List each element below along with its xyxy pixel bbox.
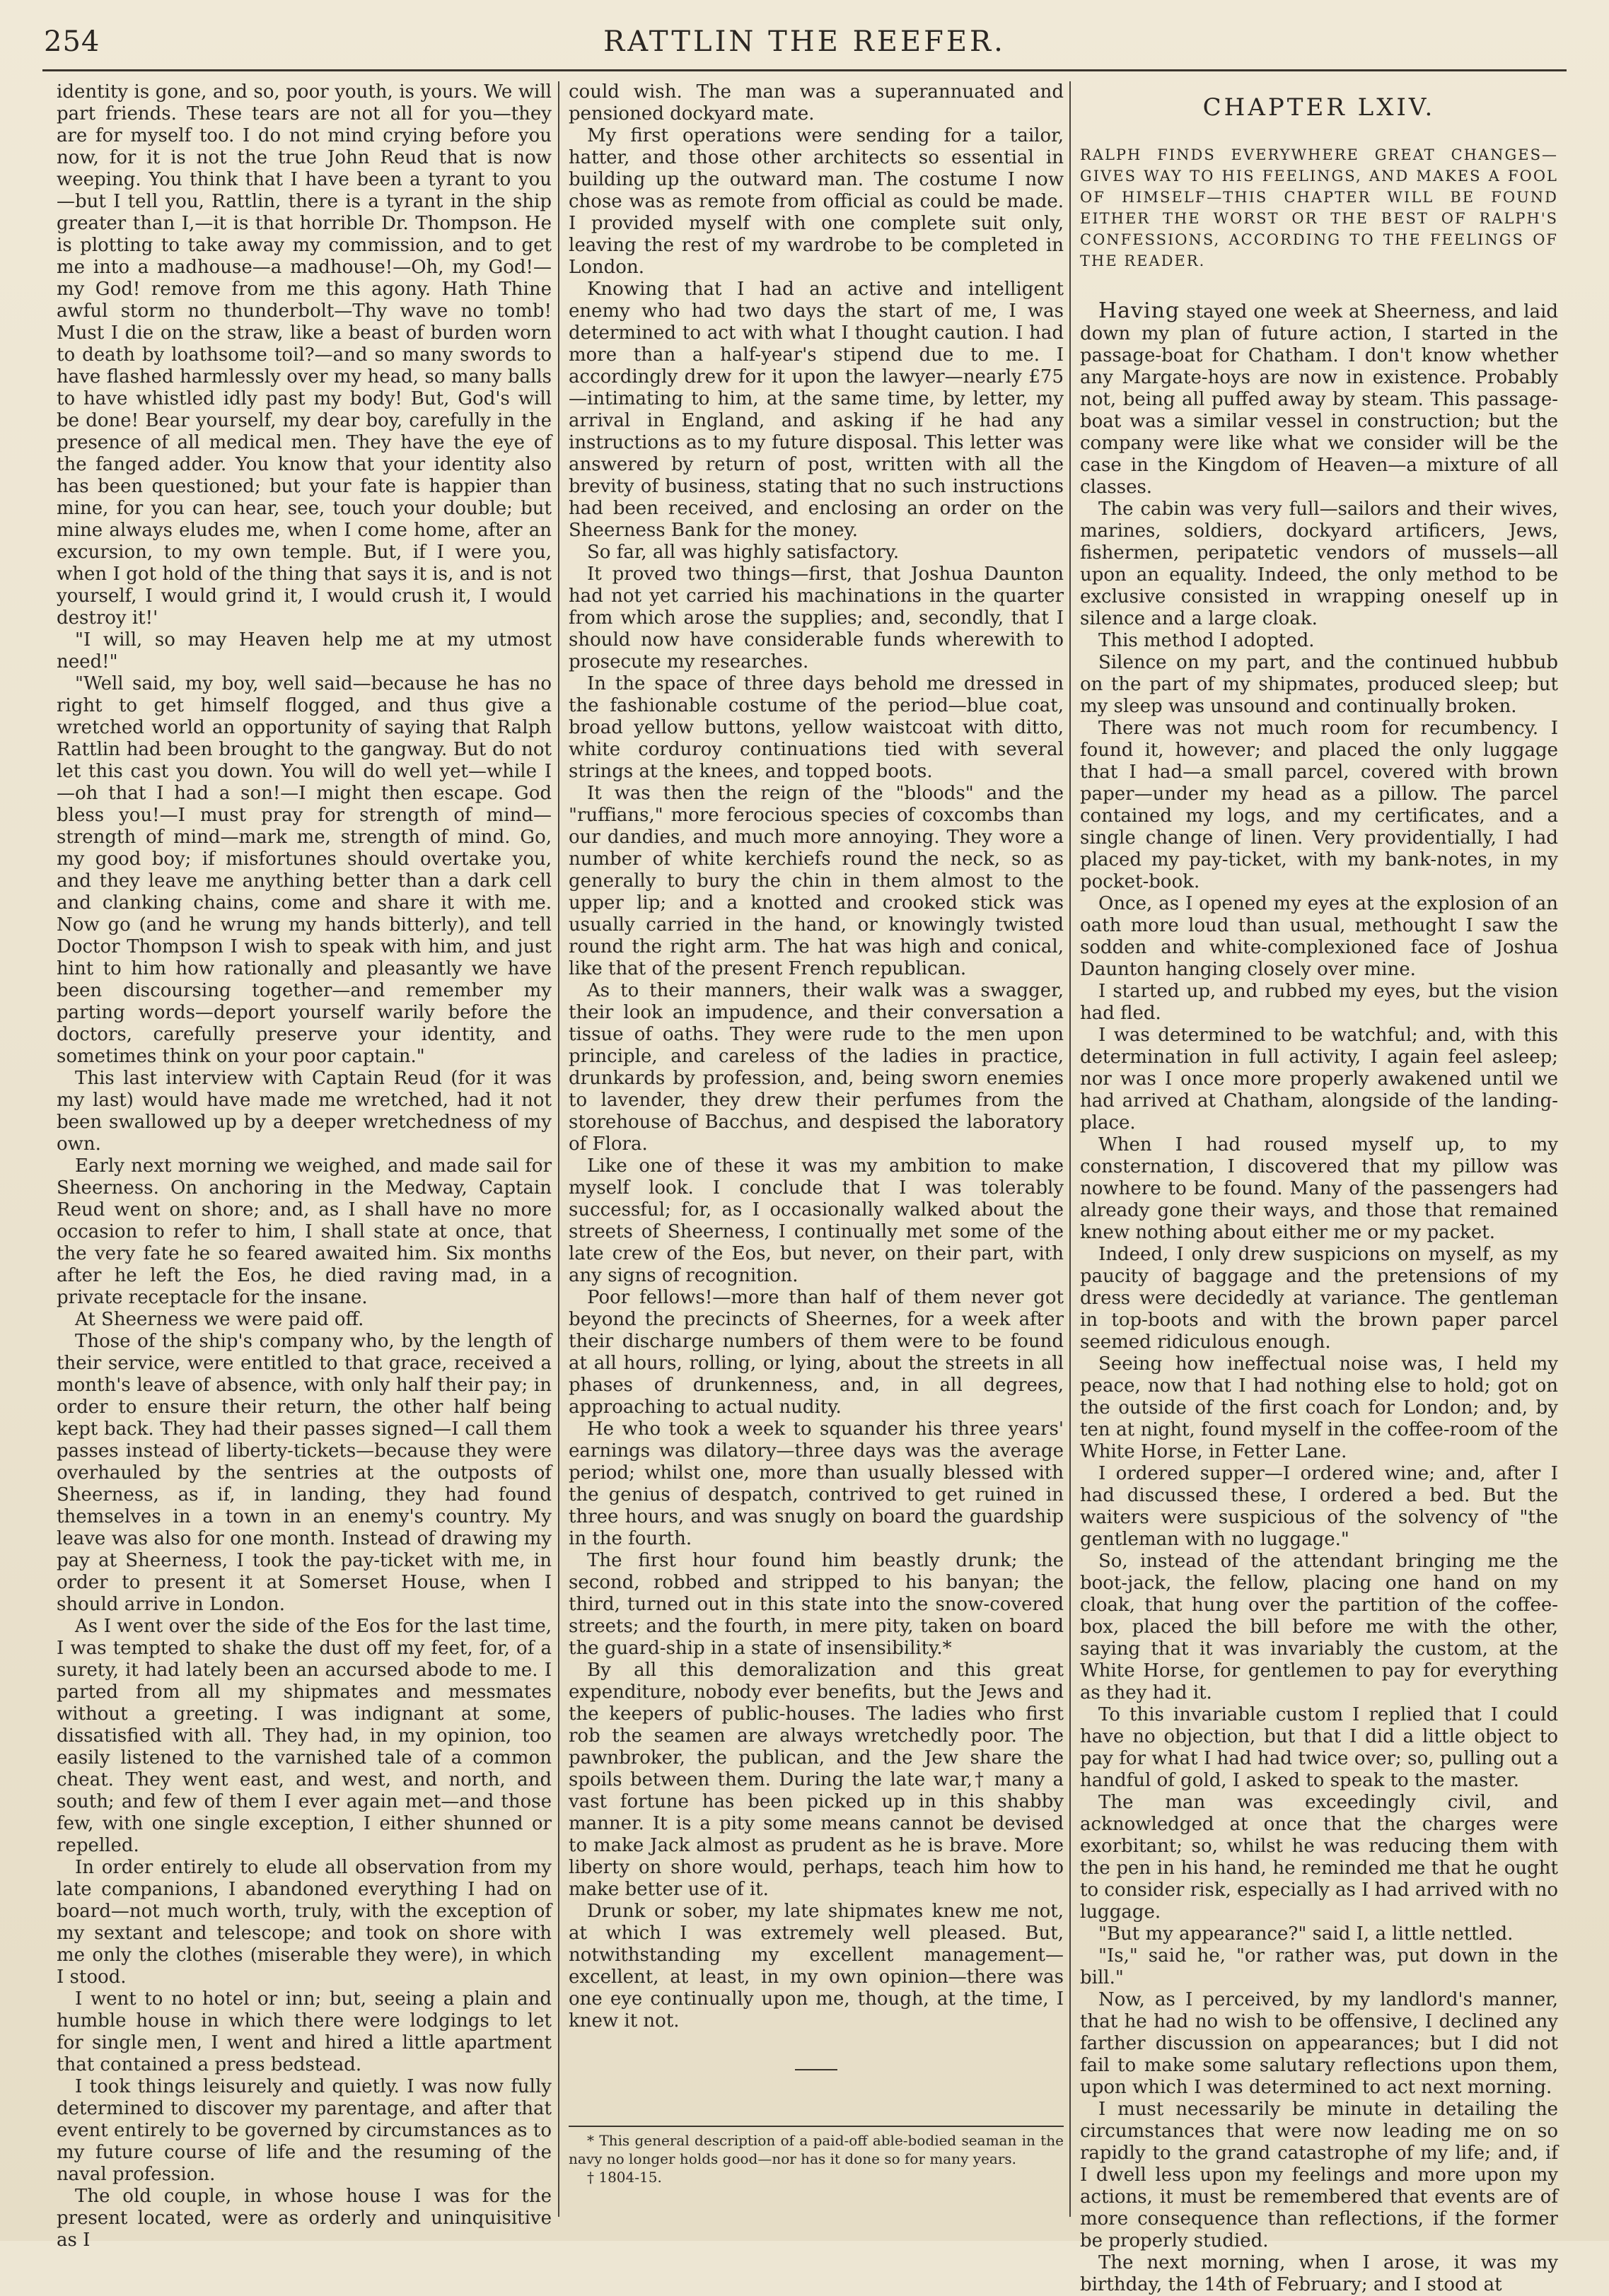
- paragraph: identity is gone, and so, poor youth, is yours. We will part friends. These tears are not all for you—they are for myself too. I do not mind crying before you now, for it is not the true John Reud that is now weeping. You think that I have been a tyrant to you—but I tell you, Rattlin, there is a tyrant in the ship greater than I,—it is that horrible Dr. Thompson. He is plotting to take away my commission, and to get me into a madhouse—a madhouse!—Oh, my God!—my God! remove from me this agony. Hath Thine awful storm no thunderbolt—Thy wave no tomb! Must I die on the straw, like a beast of burden worn to death by loathsome toil?—and so many swords to have flashed harmlessly over my head, so many balls to have whistled idly past my body! But, God's will be done! Bear yourself, my dear boy, carefully in the presence of all medical men. They have the eye of the fanged adder. You know that your identity also has been questioned; but your fate is happier than mine, for you can hear, see, touch your double; but mine always eludes me, when I come home, after an excursion, to my own temple. But, if I were you, when I got hold of the thing that says it is, and is not yourself, I would grind it, I would crush it, I would destroy it!': [57, 81, 552, 629]
- section-end-rule: [795, 2069, 837, 2070]
- paragraph: Now, as I perceived, by my landlord's manner, that he had no wish to be offensive, I declined any farther discussion on appearances; but I did not fail to make some salutary reflections upon them, upon which I was determined to act next morning.: [1080, 1989, 1558, 2098]
- paragraph: Knowing that I had an active and intelligent enemy who had two days the start of me, I was determined to act with what I thought caution. I had more than a half-year's stipend due to me. I accordingly drew for it upon the lawyer—nearly £75—intimating to him, at the same time, by letter, my arrival in England, and asking if he had any instructions as to my future disposal. This letter was answered by return of post, written with all the brevity of business, stating that no such instructions had been received, and enclosing an order on the Sheerness Bank for the money.: [569, 279, 1064, 541]
- paragraph: "Well said, my boy, well said—because he has no right to get himself flogged, and thus give a wretched world an opportunity of saying that Ralph Rattlin had been brought to the gangway. But do not let this cast you down. You will do well yet—while I—oh that I had a son!—I might then escape. God bless you!—I must pray for strength of mind—strength of mind—mark me, strength of mind. Go, my good boy; if misfortunes should overtake you, and they leave me anything better than a dark cell and clanking chains, come and share it with me. Now go (and he wrung my hands bitterly), and tell Doctor Thompson I wish to speak with him, and just hint to him how rationally and pleasantly we have been discoursing together—and remember my parting words—deport yourself warily before the doctors, carefully preserve your identity, and sometimes think on your poor captain.": [57, 673, 552, 1067]
- paragraph: Poor fellows!—more than half of them never got beyond the precincts of Sheernes, for a week after their discharge numbers of them were to be found at all hours, rolling, or lying, about the streets in all phases of drunkenness, and, in all degrees, approaching to actual nudity.: [569, 1287, 1064, 1418]
- paragraph: There was not much room for recumbency. I found it, however; and placed the only luggage that I had—a small parcel, covered with brown paper—under my head as a pillow. The parcel contained my logs, and my certificates, and a single change of linen. Very providentially, I had placed my pay-ticket, with my bank-notes, in my pocket-book.: [1080, 718, 1558, 892]
- paragraph: So far, all was highly satisfactory.: [587, 542, 900, 563]
- opening-paragraph: [1080, 300, 1558, 499]
- footnote-rule: [569, 2126, 1064, 2127]
- paragraph: "I will, so may Heaven help me at my utmost need!": [57, 629, 552, 672]
- paragraph: I was determined to be watchful; and, with this determination in full activity, I again feel asleep; nor was I once more properly awakened until we had arrived at Chatham, alongside of the landing-place.: [1080, 1025, 1558, 1134]
- paragraph: It was then the reign of the "bloods" and the "ruffians," more ferocious species of coxcombs than our dandies, and much more annoying. They wore a number of white kerchiefs round the neck, so as generally to bury the chin in them almost to the upper lip; and a knotted and crooked stick was usually carried in the hand, or knowingly twisted round the right arm. The hat was high and conical, like that of the present French republican.: [569, 783, 1064, 979]
- paragraph: In order entirely to elude all observation from my late companions, I abandoned everything I had on board—not much worth, truly, with the exception of my sextant and telescope; and took on shore with me only the clothes (miserable they were), in which I stood.: [57, 1857, 552, 1988]
- paragraph: I went to no hotel or inn; but, seeing a plain and humble house in which there were lodgings to let for single men, I went and hired a little apartment that contained a press bedstead.: [57, 1988, 552, 2075]
- paragraph: He who took a week to squander his three years' earnings was dilatory—three days was the average period; whilst one, more than usually blessed with the genius of despatch, contrived to get ruined in three hours, and was snugly on board the guardship in the fourth.: [569, 1418, 1064, 1549]
- paragraph: The next morning, when I arose, it was my birthday, the 14th of February; and I stood at: [1080, 2252, 1558, 2295]
- paragraph: Drunk or sober, my late shipmates knew me not, at which I was extremely well pleased. But, notwithstanding my excellent management—excellent, at least, in my own opinion—there was one eye continually upon me, though, at the time, I knew it not.: [569, 1901, 1064, 2032]
- paragraph: To this invariable custom I replied that I could have no objection, but that I did a little object to pay for what I had had twice over; so, pulling out a handful of gold, I asked to speak to the master.: [1080, 1704, 1558, 1791]
- opening-text: stayed one week at Sheerness, and laid down my plan of future action, I started in the passage-boat for Chatham. I don't know whether any Margate-hoys are now in existence. Probably not, being all puffed away by steam. This passage-boat was a similar vessel in construction; but the company were like what we consider will be the case in the Kingdom of Heaven—a mixture of all classes.: [1080, 301, 1558, 498]
- paragraph: By all this demoralization and this great expenditure, nobody ever benefits, but the Jews and the keepers of public-houses. The ladies who first rob the seamen are always wretchedly poor. The pawnbroker, the publican, and the Jew share the spoils between them. During the late war,† many a vast fortune has been picked up in this shabby manner. It is a pity some means cannot be devised to make Jack almost as prudent as he is brave. More liberty on shore would, perhaps, teach him how to make better use of it.: [569, 1660, 1064, 1900]
- paragraph: The first hour found him beastly drunk; the second, robbed and stripped to his banyan; the third, turned out in this state into the snow-covered streets; and the fourth, in mere pity, taken on board the guard-ship in a state of insensibility.*: [569, 1550, 1064, 1659]
- page-number: 254: [44, 25, 100, 58]
- running-title: RATTLIN THE REEFER.: [603, 25, 1006, 58]
- chapter-title: CHAPTER LXIV.: [1202, 93, 1436, 122]
- column-divider: [558, 81, 559, 2217]
- paragraph: I took things leisurely and quietly. I was now fully determined to discover my parentage, and after that event entirely to be governed by circumstances as to my future course of life and the resuming of the naval profession.: [57, 2076, 552, 2185]
- footnote: * This general description of a paid-off able-bodied seaman in the navy no longer holds good—nor has it done so for many years.: [569, 2132, 1064, 2167]
- paragraph: As to their manners, their walk was a swagger, their look an impudence, and their conversation a tissue of oaths. They were rude to the men upon principle, and careless of the ladies in practice, drunkards by profession, and, being sworn enemies to lavender, they drew their perfumes from the storehouse of Bacchus, and despised the laboratory of Flora.: [569, 980, 1064, 1155]
- paragraph: The cabin was very full—sailors and their wives, marines, soldiers, dockyard artificers, Jews, fishermen, peripatetic vendors of mussels—all upon an equality. Indeed, the only method to be exclusive consisted in wrapping oneself up in silence and a large cloak.: [1080, 499, 1558, 629]
- paragraph: This last interview with Captain Reud (for it was my last) would have made me wretched, had it not been swallowed up by a deeper wretchedness of my own.: [57, 1068, 552, 1155]
- paragraph: So, instead of the attendant bringing me the boot-jack, the fellow, placing one hand on my cloak, that hung over the partition of the coffee-box, placed the bill before me with the other, saying that it was invariably the custom, at the White Horse, for gentlemen to pay for everything as they had it.: [1080, 1551, 1558, 1703]
- opening-word: Having: [1098, 298, 1180, 323]
- column-2: [569, 81, 1064, 2217]
- paragraph: Like one of these it was my ambition to make myself look. I conclude that I was tolerably successful; for, as I occasionally walked about the streets of Sheerness, I continually met some of the late crew of the Eos, but never, on their part, with any signs of recognition.: [569, 1155, 1064, 1286]
- paragraph: I must necessarily be minute in detailing the circumstances that were now leading me on so rapidly to the grand catastrophe of my life; and, if I dwell less upon my feelings and more upon my actions, it must be remembered that events are of more consequence than reflections, if the former be properly studied.: [1080, 2099, 1558, 2251]
- paragraph: could wish. The man was a superannuated and pensioned dockyard mate.: [569, 81, 1064, 124]
- paragraph: As I went over the side of the Eos for the last time, I was tempted to shake the dust off my feet, for, of a surety, it had lately been an accursed abode to me. I parted from all my shipmates and messmates without a greeting. I was indignant at some, dissatisfied with all. They had, in my opinion, too easily listened to the varnished tale of a common cheat. They went east, and west, and north, and south; and few of them I ever again met—and those few, with one single exception, I either shunned or repelled.: [57, 1616, 552, 1856]
- paragraph: When I had roused myself up, to my consternation, I discovered that my pillow was nowhere to be found. Many of the passengers had already gone their ways, and those that remained knew nothing about either me or my packet.: [1080, 1134, 1558, 1243]
- footnote: † 1804-15.: [587, 2169, 662, 2186]
- paragraph: Once, as I opened my eyes at the explosion of an oath more loud than usual, methought I saw the sodden and white-complexioned face of Joshua Daunton hanging closely over mine.: [1080, 893, 1558, 980]
- paragraph: My first operations were sending for a tailor, hatter, and those other architects so essential in building up the outward man. The costume I now chose was as remote from official as could be made. I provided myself with one complete suit only, leaving the rest of my wardrobe to be completed in London.: [569, 125, 1064, 278]
- paragraph: The man was exceedingly civil, and acknowledged at once that the charges were exorbitant; so, whilst he was reducing them with the pen in his hand, he reminded me that he ought to consider risk, especially as I had arrived with no luggage.: [1080, 1792, 1558, 1923]
- paragraph: This method I adopted.: [1098, 630, 1315, 651]
- header-rule: [42, 69, 1567, 71]
- column-divider: [1069, 81, 1071, 2217]
- paragraph: At Sheerness we were paid off.: [75, 1309, 364, 1330]
- paragraph: "But my appearance?" said I, a little nettled.: [1098, 1923, 1514, 1945]
- paragraph: Silence on my part, and the continued hubbub on the part of my shipmates, produced sleep; but my sleep was unsound and continually broken.: [1080, 652, 1558, 717]
- paragraph: It proved two things—first, that Joshua Daunton had not yet carried his machinations in the quarter from which arose the supplies; and, secondly, that I should now have considerable funds wherewith to prosecute my researches.: [569, 564, 1064, 672]
- chapter-summary: RALPH FINDS EVERYWHERE GREAT CHANGES—GIVES WAY TO HIS FEELINGS, AND MAKES A FOOL OF HIMSELF—THIS CHAPTER WILL BE FOUND EITHER THE WORST OR THE BEST OF RALPH'S CONFESSIONS, ACCORDING TO THE FEELINGS OF THE READER.: [1080, 146, 1558, 269]
- paragraph: In the space of three days behold me dressed in the fashionable costume of the period—blue coat, broad yellow buttons, yellow waistcoat with ditto, white corduroy continuations tied with several strings at the knees, and topped boots.: [569, 673, 1064, 782]
- paragraph: I ordered supper—I ordered wine; and, after I had discussed these, I ordered a bed. But the waiters were suspicious of the solvency of "the gentleman with no luggage.": [1080, 1463, 1558, 1550]
- paragraph: I started up, and rubbed my eyes, but the vision had fled.: [1080, 981, 1558, 1024]
- page-header: [42, 20, 1567, 62]
- column-1: [57, 81, 552, 2251]
- column-3: [1080, 81, 1558, 2295]
- paragraph: The old couple, in whose house I was for the present located, were as orderly and uninquisitive as I: [57, 2186, 552, 2251]
- paragraph: Indeed, I only drew suspicions on myself, as my paucity of baggage and the pretensions of my dress were decidedly at variance. The gentleman in top-boots and with the brown paper parcel seemed ridiculous enough.: [1080, 1244, 1558, 1353]
- paragraph: "Is," said he, "or rather was, put down in the bill.": [1080, 1945, 1558, 1988]
- paragraph: Those of the ship's company who, by the length of their service, were entitled to that grace, received a month's leave of absence, with only half their pay; in order to ensure their return, the other half being kept back. They had their passes signed—I call them passes instead of liberty-tickets—because they were overhauled by the sentries at the outposts of Sheerness, as if, in landing, they had found themselves in a town in an enemy's country. My leave was also for one month. Instead of drawing my pay at Sheerness, I took the pay-ticket with me, in order to present it at Somerset House, when I should arrive in London.: [57, 1331, 552, 1615]
- paragraph: Seeing how ineffectual noise was, I held my peace, now that I had nothing else to hold; got on the outside of the first coach for London; and, by ten at night, found myself in the coffee-room of the White Horse, in Fetter Lane.: [1080, 1353, 1558, 1462]
- paragraph: Early next morning we weighed, and made sail for Sheerness. On anchoring in the Medway, Captain Reud went on shore; and, as I shall have no more occasion to refer to him, I shall state at once, that the very fate he so feared awaited him. Six months after he left the Eos, he died raving mad, in a private receptacle for the insane.: [57, 1155, 552, 1308]
